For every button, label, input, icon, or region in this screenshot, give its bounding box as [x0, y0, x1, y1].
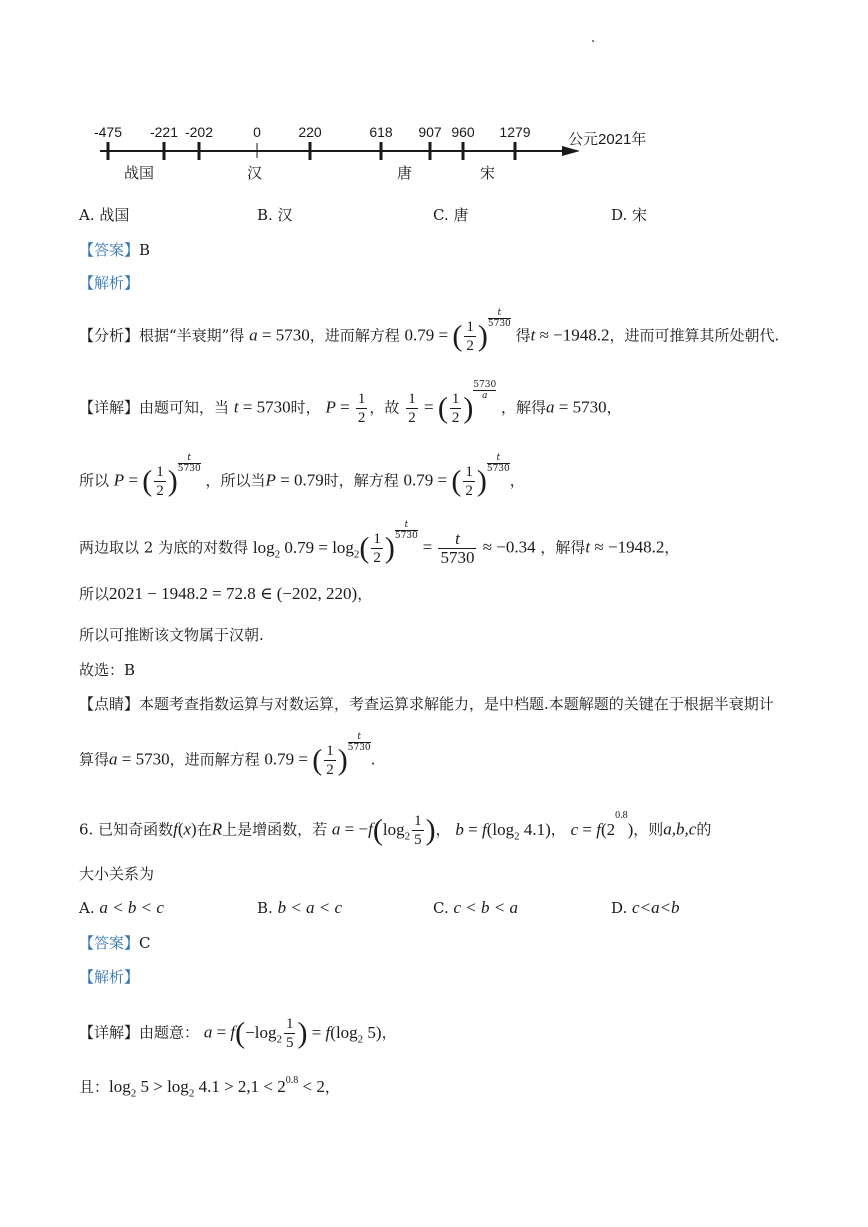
answer-value: B — [139, 241, 151, 259]
timeline-tick-label: 0 — [253, 124, 261, 140]
answer-tag: 【答案】 — [79, 241, 140, 259]
q6-option-b: B. b < a < c — [257, 898, 343, 917]
q5-option-d: D. 宋 — [611, 206, 648, 224]
q6-xiangjie-1: 【详解】由题意： $a = f(-\log_2$ $\frac{1}{5}$ ) = $f(\log_2$ 5)， — [79, 1016, 397, 1051]
timeline-tick-label: 1279 — [499, 124, 531, 140]
q5-analysis-tag: 【解析】 — [79, 274, 140, 292]
q5-option-b: B. 汉 — [257, 206, 293, 224]
q6-xiangjie-2: 且：$\log_2 5 > \log_2 4.1 > 2,1 < 2^{0.8} < 2$， — [79, 1075, 340, 1100]
q5-answer — [79, 240, 150, 260]
dynasty-han: 汉 — [247, 164, 263, 182]
q5-xiangjie-4: 所以2021 − 1948.2 = 72.8 ∈ (−202, 220)， — [79, 584, 373, 603]
timeline-tick-label: 618 — [369, 124, 393, 140]
q5-choice: 故选：B — [79, 661, 136, 679]
q5-option-c: C. 唐 — [433, 206, 469, 224]
q5-dianjing: 【点睛】本题考查指数运算与对数运算，考查运算求解能力，是中档题.本题解题的关键在于根据半衰期计 — [79, 695, 774, 713]
timeline-tick-label: -221 — [149, 124, 179, 140]
q6-option-a: A. a < b < c — [79, 898, 164, 917]
q6-stem-2: 大小关系为 — [79, 865, 155, 883]
q5-xiangjie-3: 两边取以 2 为底的对数得 $\log_2 0.79 = \log_2$( $\frac{1}{2}$ ) $\frac{t}{5730}$ = $\frac{t}{5730}$ ≈ −0.34 ，解得t ≈ −1948.2， — [79, 520, 680, 567]
q5-dianjing-2: 算得a = 5730，进而解方程 0.79 = ( $\frac{1}{2}$ ) $\frac{t}{5730}$ . — [79, 732, 376, 778]
q6-answer: 【答案】C — [79, 934, 151, 952]
q6-option-c: C. c < b < a — [433, 898, 518, 917]
timeline-tick-label: 220 — [298, 124, 322, 140]
q6-stem: 6. 已知奇函数f(x)在R上是增函数，若 $a = -f(\log_2$ $\frac{1}{5}$ )， $b = f(\log_2$ 4.1)， $c = f(2^{0.8})$，则a,b,c的 — [79, 810, 712, 848]
timeline-tick-label: -475 — [93, 124, 123, 140]
timeline-tick-label: 960 — [451, 124, 475, 140]
q6-option-d: D. c<a<b — [611, 898, 680, 917]
q5-option-a: A. 战国 — [79, 206, 130, 224]
q5-xiangjie-1: 【详解】由题可知，当 t = 5730时， P = $\frac{1}{2}$ ，故 $\frac{1}{2}$ = ( $\frac{1}{2}$ ) $\frac{5730}{a}$ ，解得a = 5730， — [79, 380, 622, 426]
dynasty-tang: 唐 — [397, 164, 413, 182]
q5-xiangjie-2: 所以 P = ( $\frac{1}{2}$ ) $\frac{t}{5730}$ ，所以当P = 0.79时，解方程 0.79 = ( $\frac{1}{2}$ ) $\frac{t}{5730}$ ， — [79, 453, 525, 499]
q6-analysis-tag: 【解析】 — [79, 968, 140, 986]
timeline-end-label: 公元2021年 — [568, 131, 647, 148]
dynasty-song: 宋 — [480, 164, 496, 182]
q5-fenxi: 【分析】根据“半衰期”得 a = 5730，进而解方程 0.79 = ( $\frac{1}{2}$ ) $\frac{t}{5730}$ 得t ≈ −1948.2，进而可推算其所处朝代. — [79, 308, 780, 354]
dynasty-zhanguo: 战国 — [124, 164, 155, 182]
timeline-tick-label: 907 — [418, 124, 442, 140]
timeline-tick-label: -202 — [184, 124, 214, 140]
q5-conclusion: 所以可推断该文物属于汉朝. — [79, 626, 264, 644]
